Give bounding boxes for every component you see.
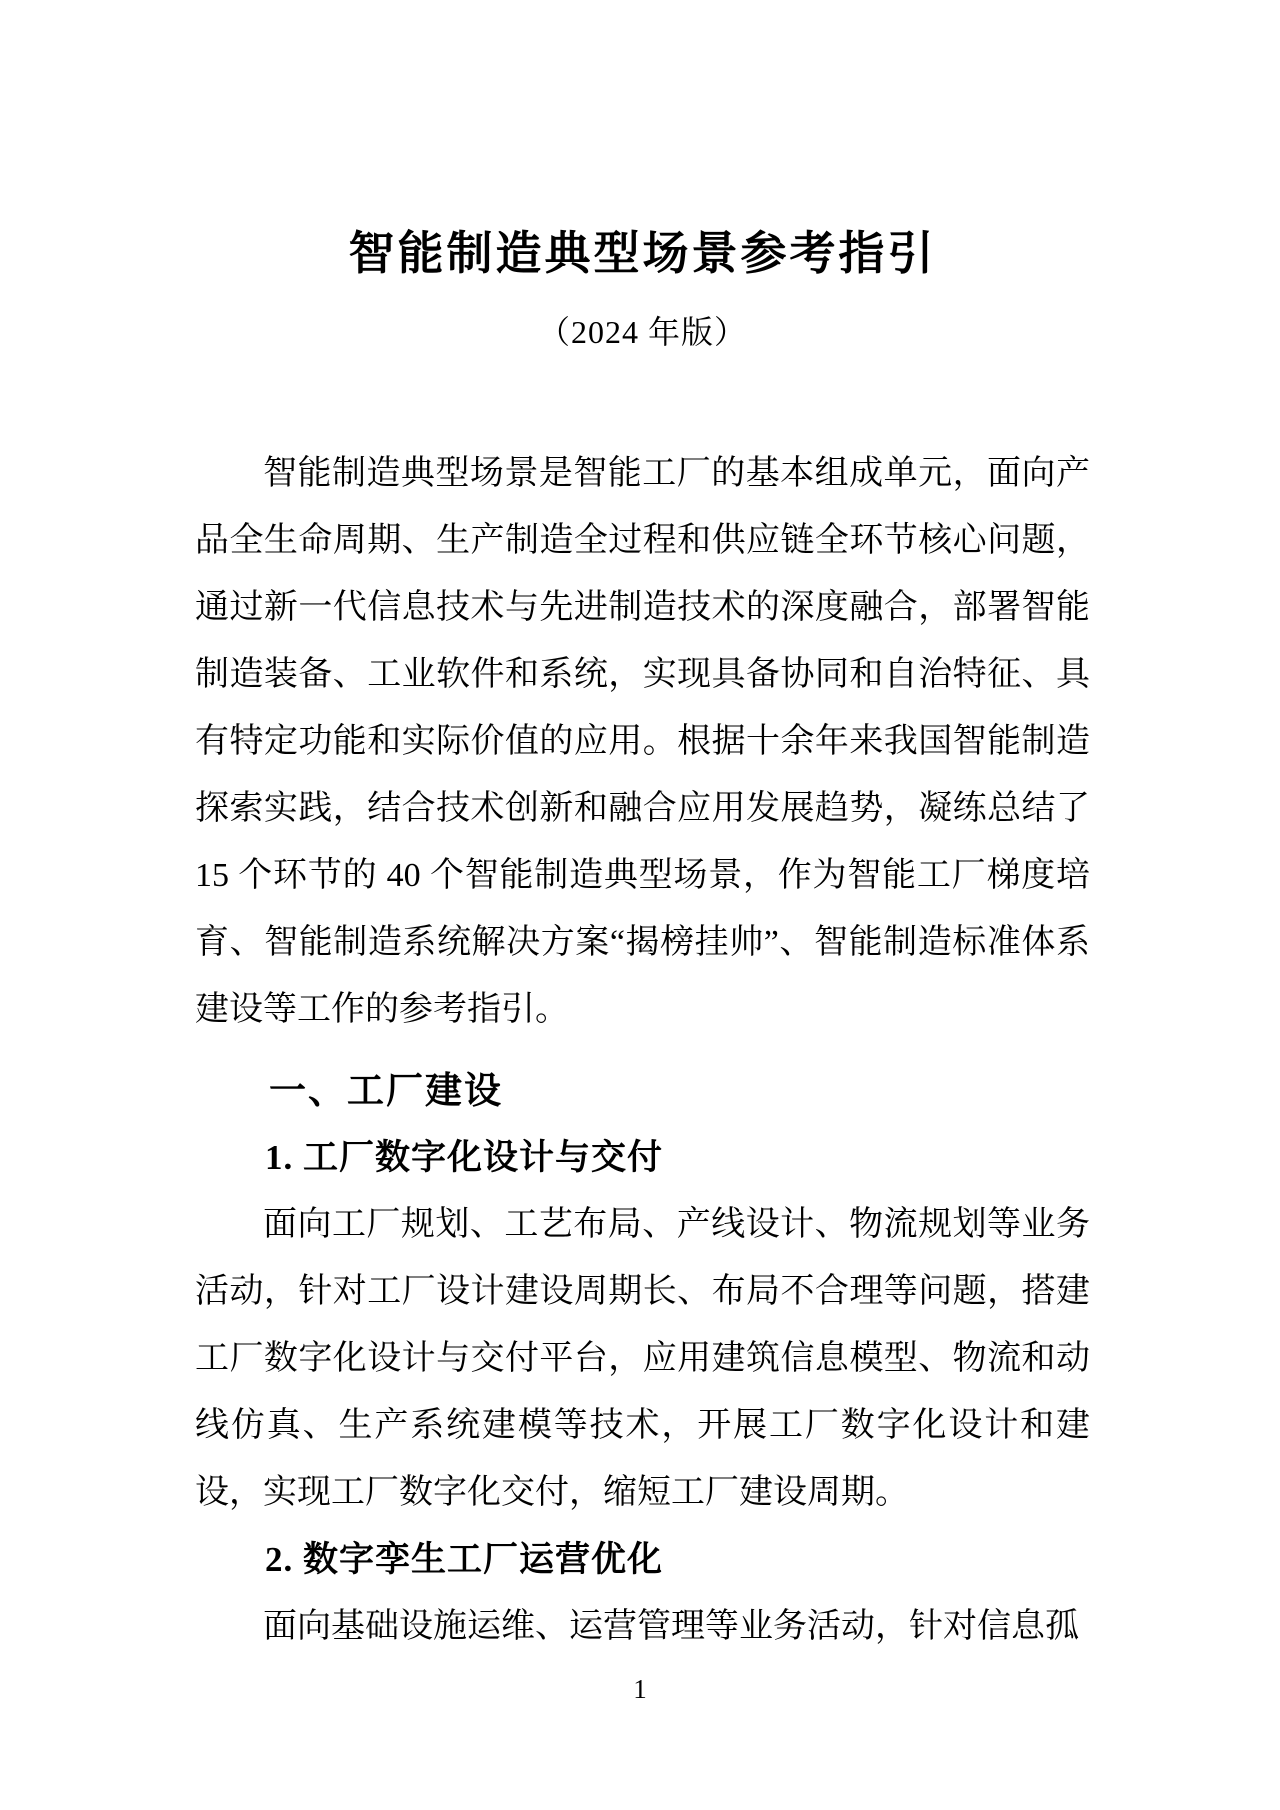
subsection-paragraph-digital-design-delivery: 面向工厂规划、工艺布局、产线设计、物流规划等业务活动，针对工厂设计建设周期长、布局不合理等问题，搭建工厂数字化设计与交付平台，应用建筑信息模型、物流和动线仿真、生产系统建模等技术，开展工厂数字化设计和建设，实现工厂数字化交付，缩短工厂建设周期。	[195, 1206, 1090, 1511]
subsection-heading-digital-design-delivery: 1. 工厂数字化设计与交付	[265, 1138, 664, 1177]
subsection-heading-digital-twin-operation: 2. 数字孪生工厂运营优化	[265, 1540, 664, 1579]
subsection-paragraph-digital-twin-operation: 面向基础设施运维、运营管理等业务活动，针对信息孤	[263, 1608, 1079, 1645]
intro-paragraph: 智能制造典型场景是智能工厂的基本组成单元，面向产品全生命周期、生产制造全过程和供应链全环节核心问题，通过新一代信息技术与先进制造技术的深度融合，部署智能制造装备、工业软件和系统，实现具备协同和自治特征、具有特定功能和实际价值的应用。根据十余年来我国智能制造探索实践，结合技术创新和融合应用发展趋势，凝练总结了 15 个环节的 40 个智能制造典型场景，作为智能工厂梯度培育、智能制造系统解决方案“揭榜挂帅”、智能制造标准体系建设等工作的参考指引。	[195, 455, 1090, 1028]
document-subtitle: （2024 年版）	[537, 314, 747, 350]
document-title: 智能制造典型场景参考指引	[348, 228, 937, 279]
page-number: 1	[633, 1674, 647, 1704]
section-heading-factory-construction: 一、工厂建设	[269, 1070, 503, 1111]
